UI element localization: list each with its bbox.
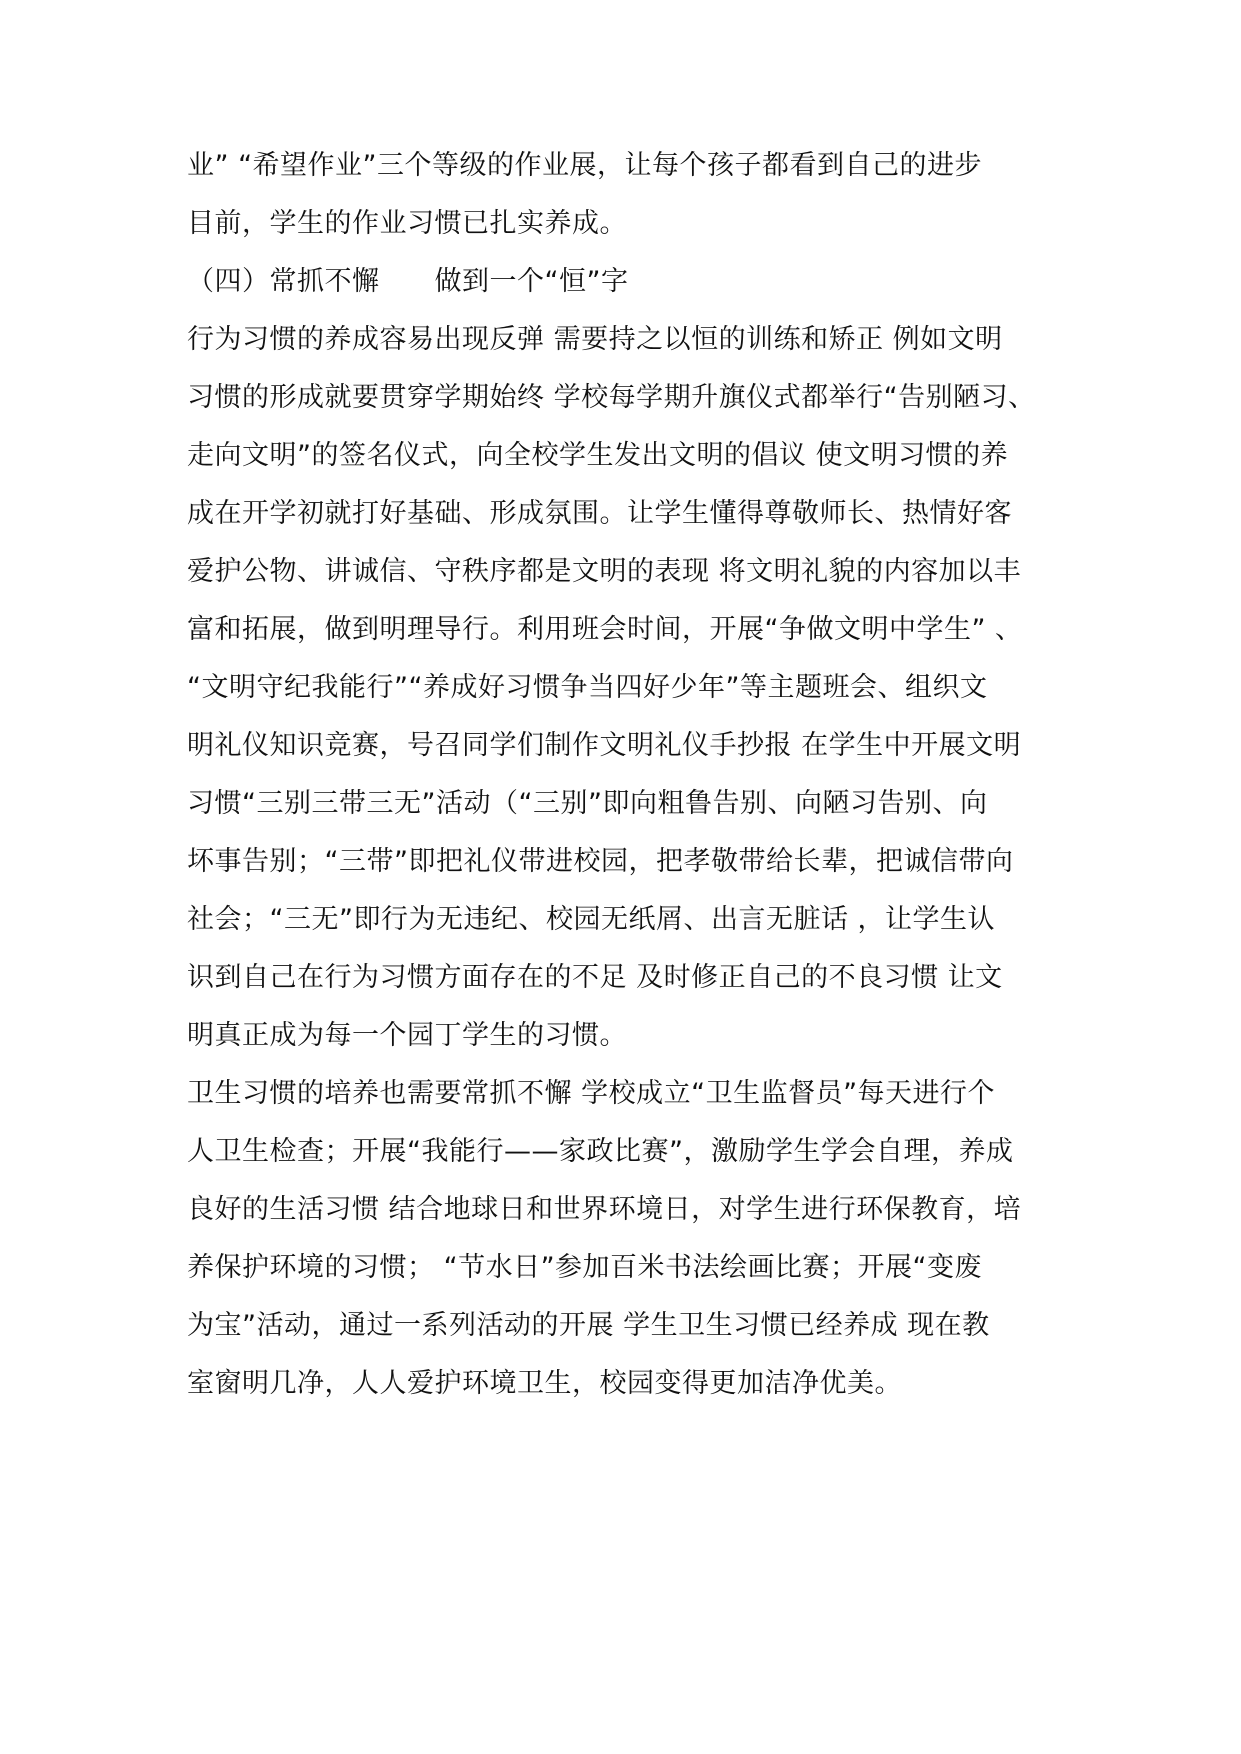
text-line: “文明守纪我能行”“养成好习惯争当四好少年”等主题班会、组织文 <box>187 672 988 703</box>
text-line: 明真正成为每一个园丁学生的习惯。 <box>187 1020 627 1051</box>
text-line: 社会；“三无”即行为无违纪、校园无纸屑、出言无脏话 ，让学生认 <box>187 904 996 935</box>
text-line: 习惯“三别三带三无”活动（“三别”即向粗鲁告别、向陋习告别、向 <box>187 788 988 819</box>
text-line: 爱护公物、讲诚信、守秩序都是文明的表现 将文明礼貌的内容加以丰 <box>187 556 1022 587</box>
text-line: 习惯的形成就要贯穿学期始终 学校每学期升旗仪式都举行“告别陋习、 <box>187 382 1036 413</box>
text-line: 室窗明几净，人人爱护环境卫生，校园变得更加洁净优美。 <box>187 1368 902 1399</box>
text-line: 坏事告别；“三带”即把礼仪带进校园，把孝敬带给长辈，把诚信带向 <box>187 846 1014 877</box>
text-line: 养保护环境的习惯； “节水日”参加百米书法绘画比赛；开展“变废 <box>187 1252 983 1283</box>
text-line: 成在开学初就打好基础、形成氛围。让学生懂得尊敬师长、热情好客 <box>187 498 1012 529</box>
text-line: 明礼仪知识竞赛，号召同学们制作文明礼仪手抄报 在学生中开展文明 <box>187 730 1022 761</box>
text-line: 良好的生活习惯 结合地球日和世界环境日，对学生进行环保教育，培 <box>187 1194 1022 1225</box>
text-line: 识到自己在行为习惯方面存在的不足 及时修正自己的不良习惯 让文 <box>187 962 1003 993</box>
text-line: 目前，学生的作业习惯已扎实养成。 <box>187 208 627 239</box>
text-line: 业” “希望作业”三个等级的作业展，让每个孩子都看到自己的进步 <box>187 150 983 181</box>
text-line: 为宝”活动，通过一系列活动的开展 学生卫生习惯已经养成 现在教 <box>187 1310 990 1341</box>
text-line: 人卫生检查；开展“我能行——家政比赛”，激励学生学会自理，养成 <box>187 1136 1014 1167</box>
text-line: 走向文明”的签名仪式，向全校学生发出文明的倡议 使文明习惯的养 <box>187 440 1009 471</box>
text-line: 行为习惯的养成容易出现反弹 需要持之以恒的训练和矫正 例如文明 <box>187 324 1003 355</box>
text-line: 富和拓展，做到明理导行。利用班会时间，开展“争做文明中学生” 、 <box>187 614 1023 645</box>
section-heading: （四）常抓不懈 做到一个“恒”字 <box>187 266 629 297</box>
text-line: 卫生习惯的培养也需要常抓不懈 学校成立“卫生监督员”每天进行个 <box>187 1078 996 1109</box>
